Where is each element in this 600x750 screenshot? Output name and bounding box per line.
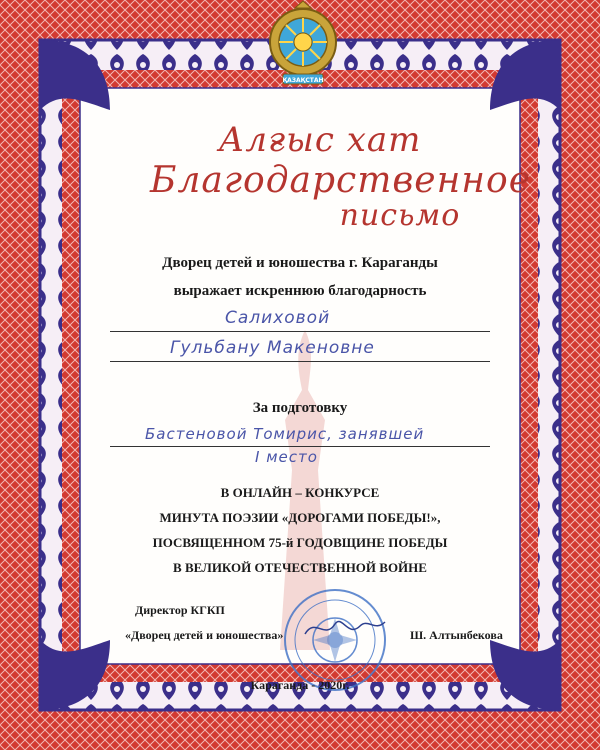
- signer-position-line1: Директор КГКП: [135, 603, 225, 617]
- contest-line4: В ВЕЛИКОЙ ОТЕЧЕСТВЕННОЙ ВОЙНЕ: [173, 560, 427, 575]
- organization-line: Дворец детей и юношества г. Караганды: [162, 255, 438, 271]
- title-kazakh: Алғыс хат: [218, 120, 422, 160]
- contest-line2: МИНУТА ПОЭЗИИ «ДОРОГАМИ ПОБЕДЫ!»,: [159, 510, 441, 525]
- signer-name: Ш. Алтынбекова: [410, 628, 503, 642]
- gratitude-line: выражает искреннюю благодарность: [173, 283, 427, 299]
- title-russian-line2: письмо: [339, 198, 461, 233]
- kazakhstan-emblem-icon: [268, 0, 338, 88]
- contest-line3: ПОСВЯЩЕННОМ 75-й ГОДОВЩИНЕ ПОБЕДЫ: [152, 535, 448, 550]
- signer-position-line2: «Дворец детей и юношества»: [125, 628, 284, 642]
- recipient-name: Гульбану Макеновне: [170, 338, 375, 358]
- reason-heading: За подготовку: [252, 400, 348, 416]
- underline-2: [110, 361, 490, 362]
- student-line1: Бастеновой Томирис, занявшей: [145, 425, 425, 443]
- student-line2: I место: [255, 448, 318, 466]
- contest-line1: В ОНЛАЙН – КОНКУРСЕ: [220, 485, 380, 500]
- recipient-surname: Салиховой: [225, 308, 331, 328]
- place-date: Караганда - 2020г.: [250, 678, 350, 692]
- title-russian-line1: Благодарственное: [150, 160, 531, 201]
- underline-3: [110, 446, 490, 447]
- handwritten-signature: [300, 612, 390, 642]
- svg-text:ҚАЗАҚСТАН: ҚАЗАҚСТАН: [282, 77, 324, 84]
- underline-1: [110, 331, 490, 332]
